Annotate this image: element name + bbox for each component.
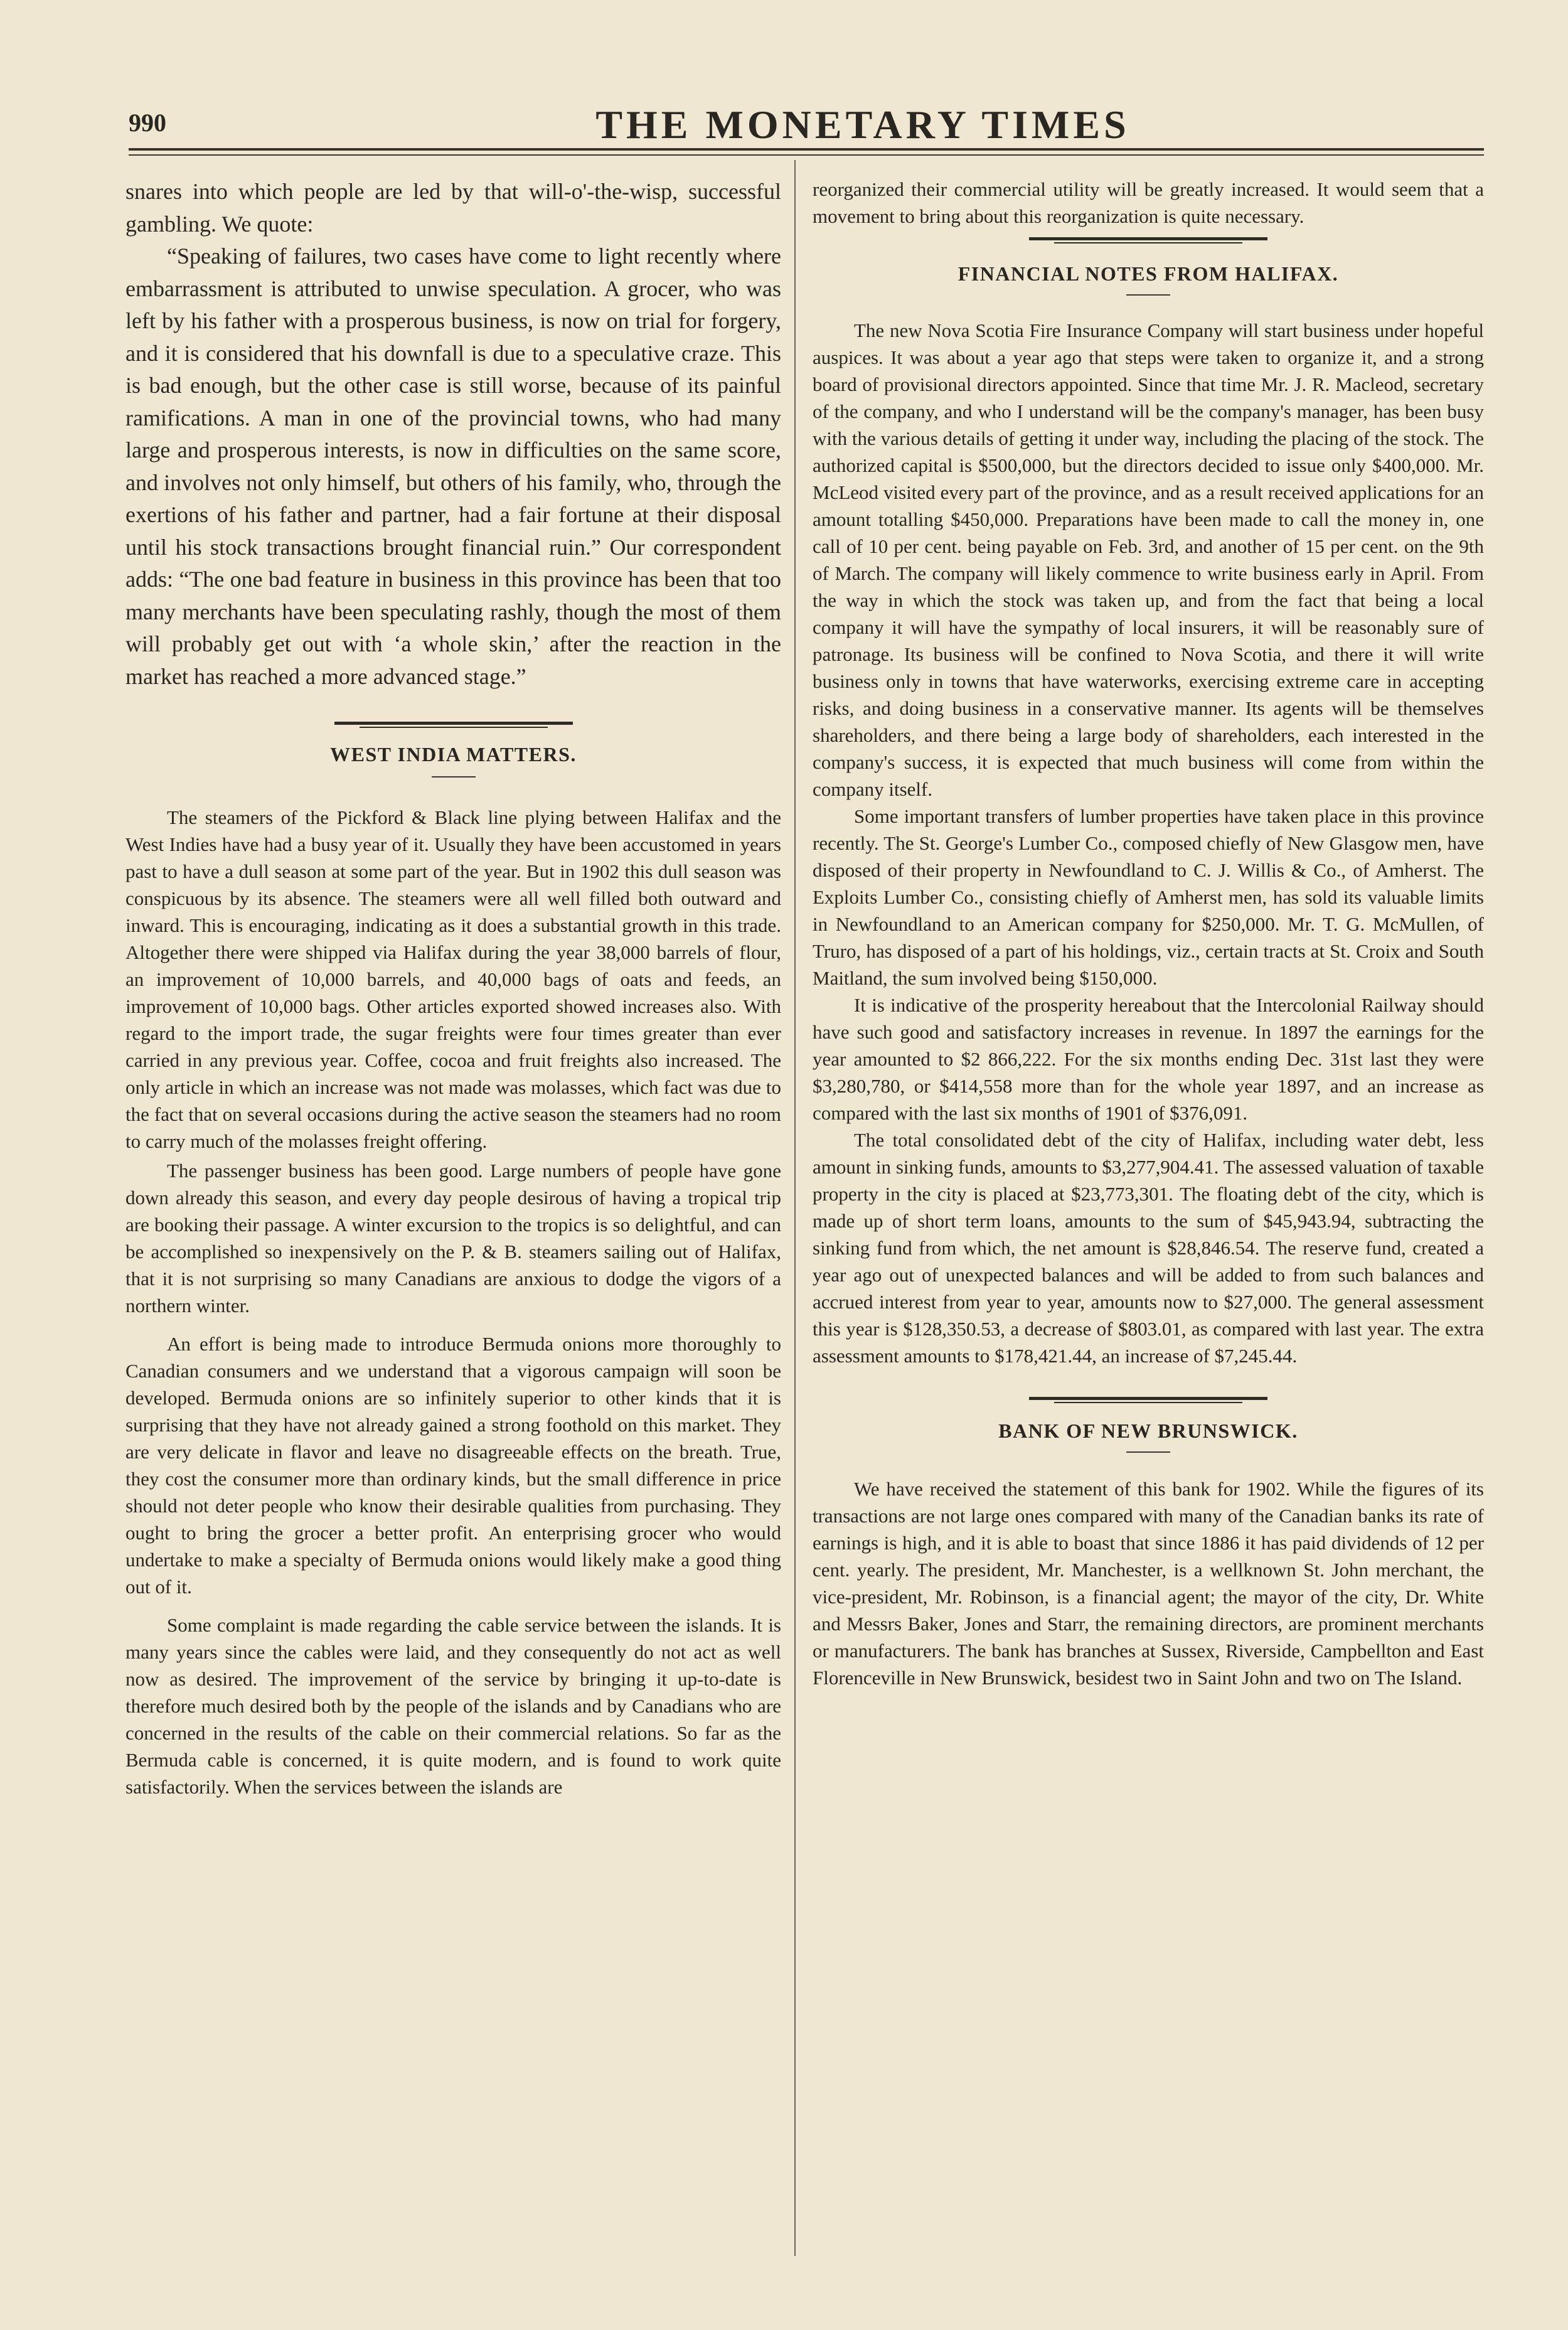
left-column (125, 176, 781, 1800)
section-heading-bank: BANK OF NEW BRUNSWICK. (998, 1419, 1298, 1442)
section-ornament (813, 237, 1484, 243)
header-rule (129, 148, 1484, 151)
heading-underline (1126, 1451, 1170, 1453)
right-column (813, 176, 1484, 1691)
header-rule-thin (129, 154, 1484, 156)
article-paragraph: snares into which people are led by that will-o'-the-wisp, successful gambling. We quote: (125, 179, 781, 237)
page-number: 990 (129, 109, 166, 137)
heading-underline (432, 776, 476, 778)
heading-underline (1126, 294, 1170, 296)
article-paragraph: The steamers of the Pickford & Black line plying between Halifax and the West Indies have had a busy year of it. Usually they have been accustomed in years past to have a dull season at some part of the year. But in 1902 this dull season was conspicuous by its absence. The steamers were all well filled both outward and inward. This is encouraging, indicating as it does a substantial growth in this trade. Altogether there were shipped via Halifax during the year 38,000 barrels of flour, an improvement of 10,000 barrels, and 40,000 bags of oats and feeds, an improvement of 10,000 bags. Other articles exported showed increases also. With regard to the import trade, the sugar freights were four times greater than ever carried in any previous year. Coffee, cocoa and fruit freights also increased. The only article in which an increase was not made was molasses, which fact was due to the fact that on several occasions during the active season the steamers had no room to carry much of the molasses freight offering. (125, 806, 781, 1152)
masthead-title: THE MONETARY TIMES (595, 102, 1130, 147)
article-paragraph: Some important transfers of lumber properties have taken place in this province recently. The St. George's Lumber Co., composed chiefly of New Glasgow men, have disposed of their property in Newfoundland to C. J. Willis & Co., of Amherst. The Exploits Lumber Co., consisting chiefly of Amherst men, has sold its valuable limits in Newfoundland to an American company for $250,000. Mr. T. G. McMullen, of Truro, has disposed of a part of his holdings, viz., certain tracts at St. Croix and South Maitland, the sum involved being $150,000. (813, 805, 1484, 989)
article-paragraph: We have received the statement of this bank for 1902. While the figures of its transactions are not large ones compared with many of the Canadian banks its rate of earnings is high, and it is able to boast that since 1886 it has paid dividends of 12 per cent. yearly. The president, Mr. Manchester, is a wellknown St. John merchant, the vice-president, Mr. Robinson, is a financial agent; the mayor of the city, Dr. White and Messrs Baker, Jones and Starr, the remaining directors, are prominent merchants or manufacturers. The bank has branches at Sussex, Riverside, Campbellton and East Florenceville in New Brunswick, besidest two in Saint John and two on The Island. (813, 1478, 1484, 1689)
section-heading-west-india: WEST INDIA MATTERS. (330, 743, 577, 766)
article-paragraph: The passenger business has been good. Large numbers of people have gone down already this season, and every day people desirous of having a tropical trip are booking their passage. A winter excursion to the tropics is so delightful, and can be accomplished so inexpensively on the P. & B. steamers sailing out of Halifax, that it is not surprising so many Canadians are anxious to dodge the vigors of a northern winter. (125, 1160, 781, 1317)
article-paragraph: The total consolidated debt of the city of Halifax, including water debt, less amount in sinking funds, amounts to $3,277,904.41. The assessed valuation of taxable property in the city is placed at $23,773,301. The floating debt of the city, which is made up of short term loans, amounts to the sum of $45,943.94, subtracting the sinking fund from which, the net amount is $28,846.54. The reserve fund, created a year ago out of unexpected balances and will be added to from such balances and accrued interest from year to year, amounts now to $27,000. The general assessment this year is $128,350.53, a decrease of $803.01, as compared with last year. The extra assessment amounts to $178,421.44, an increase of $7,245.44. (813, 1129, 1484, 1367)
section-ornament (813, 1397, 1484, 1403)
article-paragraph: An effort is being made to introduce Bermuda onions more thoroughly to Canadian consumers and we understand that a vigorous campaign will soon be developed. Bermuda onions are so infinitely superior to other kinds that it is surprising that they have not already gained a strong foothold on this market. They are very delicate in flavor and leave no disagreeable effects on the breath. True, they cost the consumer more than ordinary kinds, but the small difference in price should not deter people who know their desirable qualities from purchasing. They ought to bring the grocer a better profit. An enterprising grocer who would undertake to make a specialty of Bermuda onions would likely make a good thing out of it. (125, 1333, 781, 1598)
article-paragraph: The new Nova Scotia Fire Insurance Company will start business under hopeful auspices. It was about a year ago that steps were taken to organize it, and a strong board of provisional directors appointed. Since that time Mr. J. R. Macleod, secretary of the company, and who I understand will be the company's manager, has been busy with the various details of getting it under way, including the placing of the stock. The authorized capital is $500,000, but the directors decided to issue only $400,000. Mr. McLeod visited every part of the province, and as a result received applications for an amount totalling $450,000. Preparations have been made to call the money in, one call of 10 per cent. being payable on Feb. 3rd, and another of 15 per cent. on the 9th of March. The company will likely commence to write business early in April. From the way in which the stock was taken up, and from the fact that being a local company it will have the sympathy of local insurers, it will be reasonably sure of patronage. Its business will be confined to Nova Scotia, and there it will write business only in towns that have waterworks, exercising extreme care in accepting risks, and doing business in a conservative manner. Its agents will be themselves shareholders, and there being a large body of shareholders, each interested in the company's success, it is expected that much business will come from within the company itself. (813, 319, 1484, 800)
section-heading-halifax: FINANCIAL NOTES FROM HALIFAX. (957, 262, 1339, 285)
article-paragraph: Some complaint is made regarding the cable service between the islands. It is many years since the cables were laid, and they consequently do not act as well now as desired. The improvement of the service by bringing it up-to-date is therefore much desired both by the people of the islands and by Canadians who are concerned in the results of the cable on their commercial relations. So far as the Bermuda cable is concerned, it is quite modern, and is found to work quite satisfactorily. When the services between the islands are (125, 1614, 781, 1798)
section-ornament (125, 722, 781, 728)
quoted-paragraph: “Speaking of failures, two cases have come to light recently where embarrassment is attributed to unwise speculation. A grocer, who was left by his father with a prosperous business, is now on trial for forgery, and it is considered that his downfall is due to a speculative craze. This is bad enough, but the other case is still worse, because of its painful ramifications. A man in one of the provincial towns, who had many large and prosperous interests, is now in difficulties on the same score, and involves not only himself, but others of his family, who, through the exertions of his father and partner, had a fair fortune at their disposal until his stock transactions brought financial ruin.” Our correspondent adds: “The one bad feature in business in this province has been that too many merchants have been speculating rashly, though the most of them will probably get out with ‘a whole skin,’ after the reaction in the market has reached a more advanced stage.” (125, 243, 781, 689)
continued-paragraph: reorganized their commercial utility will be greatly increased. It would seem that a movement to bring about this reorganization is quite necessary. (813, 178, 1484, 227)
column-divider (794, 160, 796, 2256)
article-paragraph: It is indicative of the prosperity hereabout that the Intercolonial Railway should have such good and satisfactory increases in revenue. In 1897 the earnings for the year amounted to $2 866,222. For the six months ending Dec. 31st last they were $3,280,780, or $414,558 more than for the whole year 1897, and an increase as compared with the last six months of 1901 of $376,091. (813, 994, 1484, 1124)
